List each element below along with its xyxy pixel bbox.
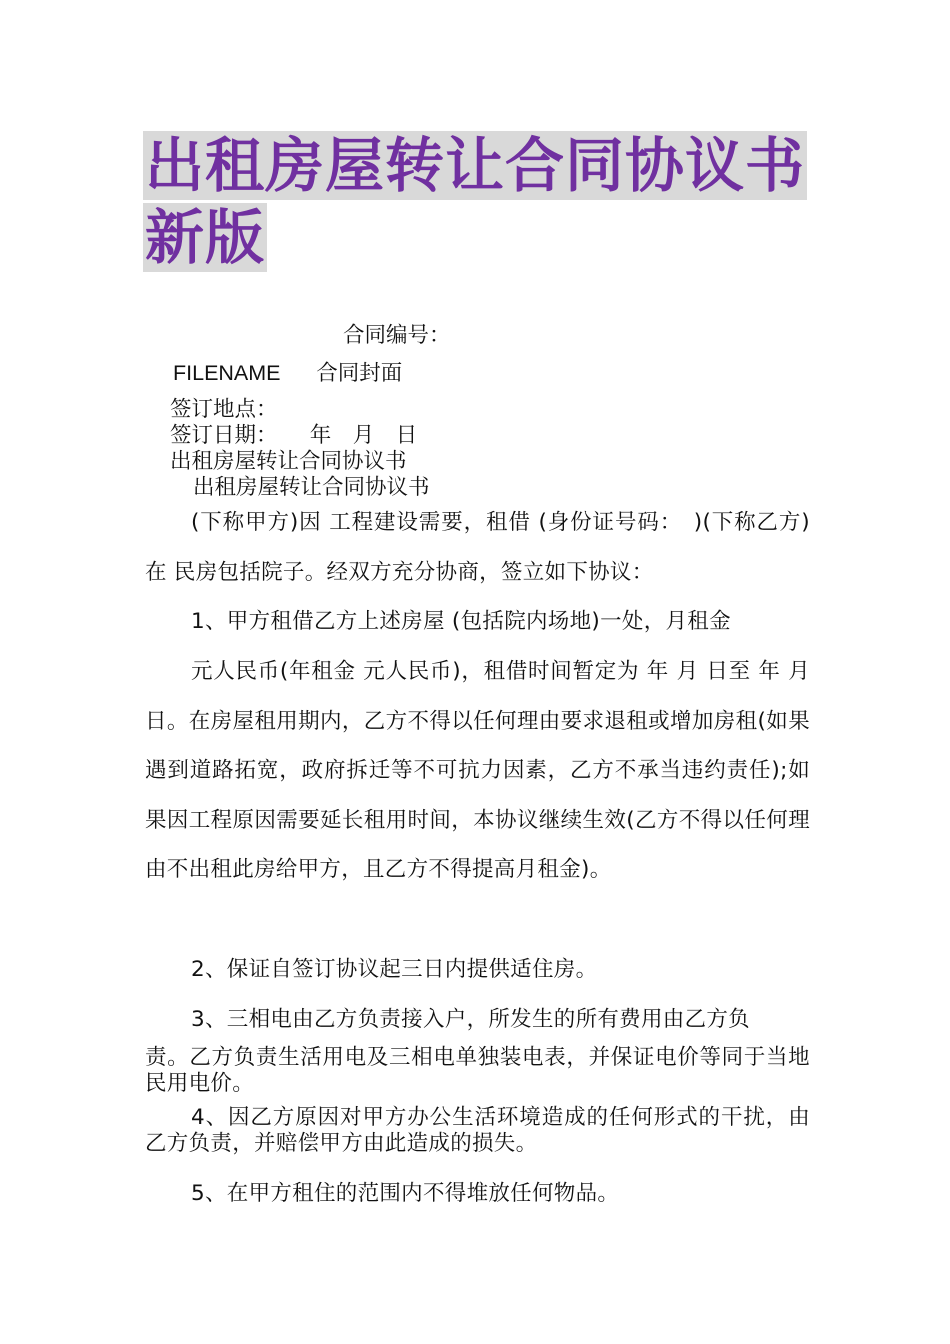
cover-line [173, 360, 402, 387]
subtitle-2: 出租房屋转让合同协议书 [193, 475, 430, 500]
intro-paragraph: (下称甲方)因 工程建设需要，租借 (身份证号码： )(下称乙方)在 民房包括院子。经双方充分协商，签立如下协议： [145, 510, 810, 585]
cover-label: 合同封面 [316, 361, 403, 386]
subtitle-1: 出租房屋转让合同协议书 [170, 449, 407, 474]
title-line-1: 出租房屋转让合同协议书 [145, 131, 806, 200]
clause-5: 5、在甲方租住的范围内不得堆放任何物品。 [191, 1181, 620, 1206]
clause-4: 4、因乙方原因对甲方办公生活环境造成的任何形式的干扰，由乙方负责，并赔偿甲方由此造成的损失。 [145, 1105, 810, 1156]
filename-field: FILENAME [173, 361, 281, 385]
clause-3-rest: 责。乙方负责生活用电及三相电单独装电表，并保证电价等同于当地民用电价。 [145, 1045, 810, 1096]
sign-date-label: 签订日期： 年 月 日 [170, 423, 418, 448]
clause-3-first-line: 3、三相电由乙方负责接入户，所发生的所有费用由乙方负 [191, 1007, 750, 1032]
clause-1-body: 元人民币(年租金 元人民币)，租借时间暂定为 年 月 日至 年 月 日。在房屋租用期内，乙方不得以任何理由要求退租或增加房租(如果遇到道路拓宽，政府拆迁等不可抗力因素，乙方不承当违约责任);如果因工程原因需要延长租用时间，本协议继续生效(乙方不得以任何理由不出租此房给甲方，且乙方不得提高月租金)。 [145, 659, 810, 882]
title-line-2: 新版 [145, 203, 266, 272]
clause-2: 2、保证自签订协议起三日内提供适住房。 [191, 957, 598, 982]
sign-place-label: 签订地点： [170, 397, 278, 422]
document-title [143, 130, 823, 274]
clause-1-heading: 1、甲方租借乙方上述房屋 (包括院内场地)一处，月租金 [191, 609, 731, 634]
contract-number-label: 合同编号： [343, 323, 451, 348]
